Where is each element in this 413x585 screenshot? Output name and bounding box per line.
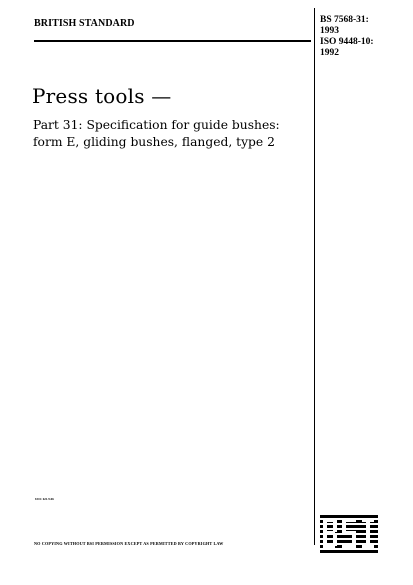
subtitle-line-1: Part 31: Specification for guide bushes: (33, 118, 280, 132)
header-rule (34, 40, 311, 42)
copyright-notice: NO COPYING WITHOUT BSI PERMISSION EXCEPT AS PERMITTED BY COPYRIGHT LAW (34, 541, 224, 546)
document-title: Press tools — (32, 84, 172, 108)
udc-code: UDC 621.9.06 (35, 497, 54, 501)
subtitle-line-2: form E, gliding bushes, flanged, type 2 (33, 135, 275, 149)
standard-numbers (320, 15, 374, 59)
standard-year-bs: 1993 (320, 26, 339, 36)
document-subtitle (33, 117, 313, 151)
standard-number-iso: ISO 9448-10: (320, 37, 374, 47)
bsi-logo (320, 515, 378, 557)
standard-number-bs: BS 7568-31: (320, 15, 369, 25)
publisher-label: BRITISH STANDARD (34, 18, 135, 29)
vertical-rule (314, 8, 315, 545)
standard-year-iso: 1992 (320, 48, 339, 58)
